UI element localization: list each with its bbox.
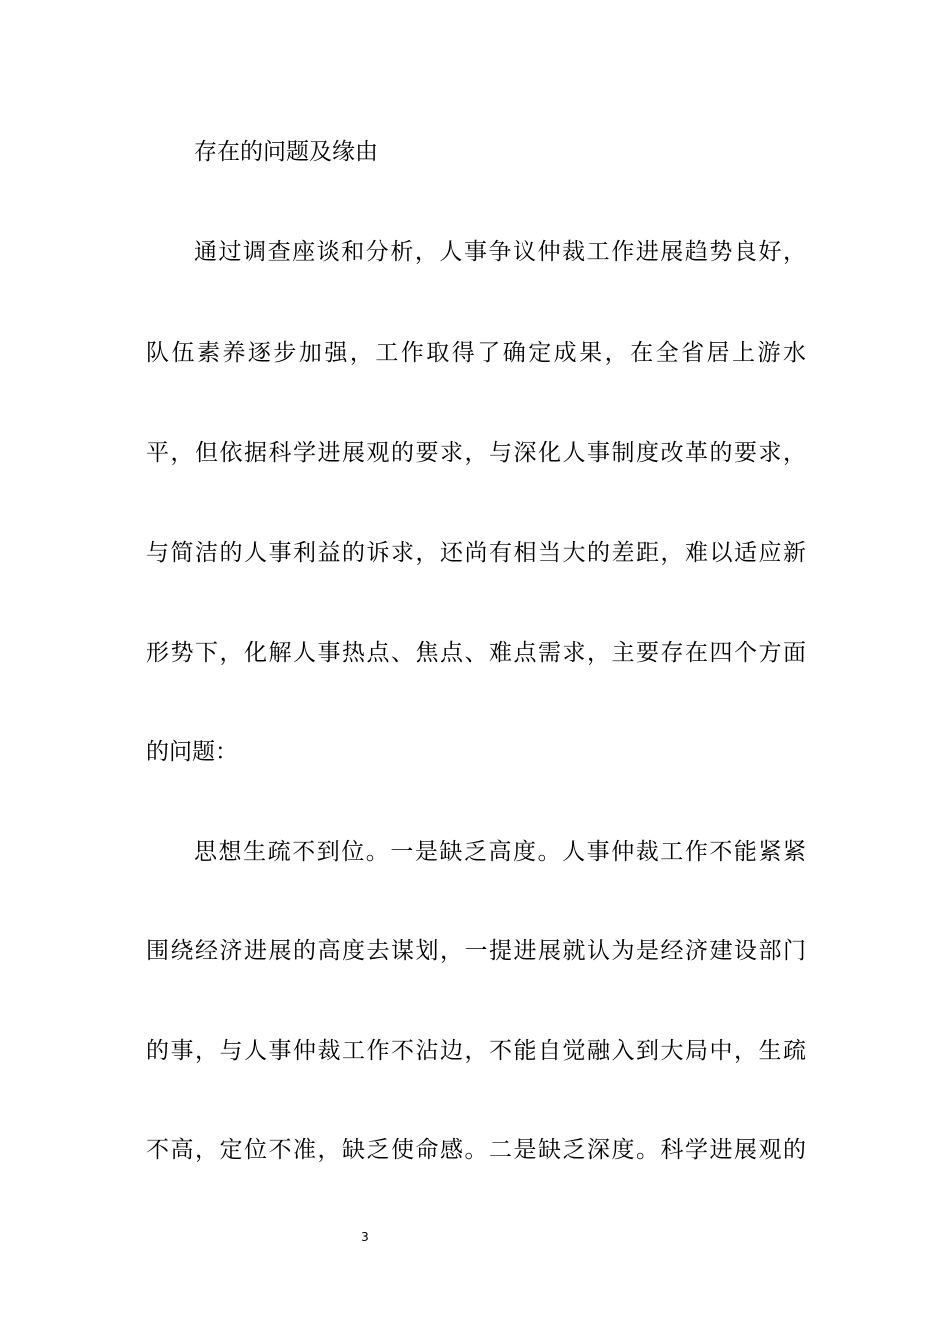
section-heading: 存在的问题及缘由 [194, 139, 378, 165]
paragraph-line: 围绕经济进展的高度去谋划，一提进展就认为是经济建设部门 [146, 938, 806, 964]
paragraph-line: 通过调查座谈和分析，人事争议仲裁工作进展趋势良好， [194, 239, 806, 265]
page-number: 3 [361, 1230, 369, 1244]
paragraph-line: 思想生疏不到位。一是缺乏高度。人事仲裁工作不能紧紧 [194, 839, 806, 865]
paragraph-line: 不高，定位不准，缺乏使命感。二是缺乏深度。科学进展观的 [146, 1137, 806, 1163]
paragraph-line: 形势下，化解人事热点、焦点、难点需求，主要存在四个方面 [146, 640, 806, 666]
paragraph-line: 队伍素养逐步加强，工作取得了确定成果，在全省居上游水 [146, 340, 806, 366]
paragraph-line: 的问题： [146, 739, 238, 765]
paragraph-line: 的事，与人事仲裁工作不沾边，不能自觉融入到大局中，生疏 [146, 1038, 806, 1064]
paragraph-line: 与简洁的人事利益的诉求，还尚有相当大的差距，难以适应新 [146, 540, 806, 566]
paragraph-line: 平，但依据科学进展观的要求，与深化人事制度改革的要求， [146, 440, 806, 466]
